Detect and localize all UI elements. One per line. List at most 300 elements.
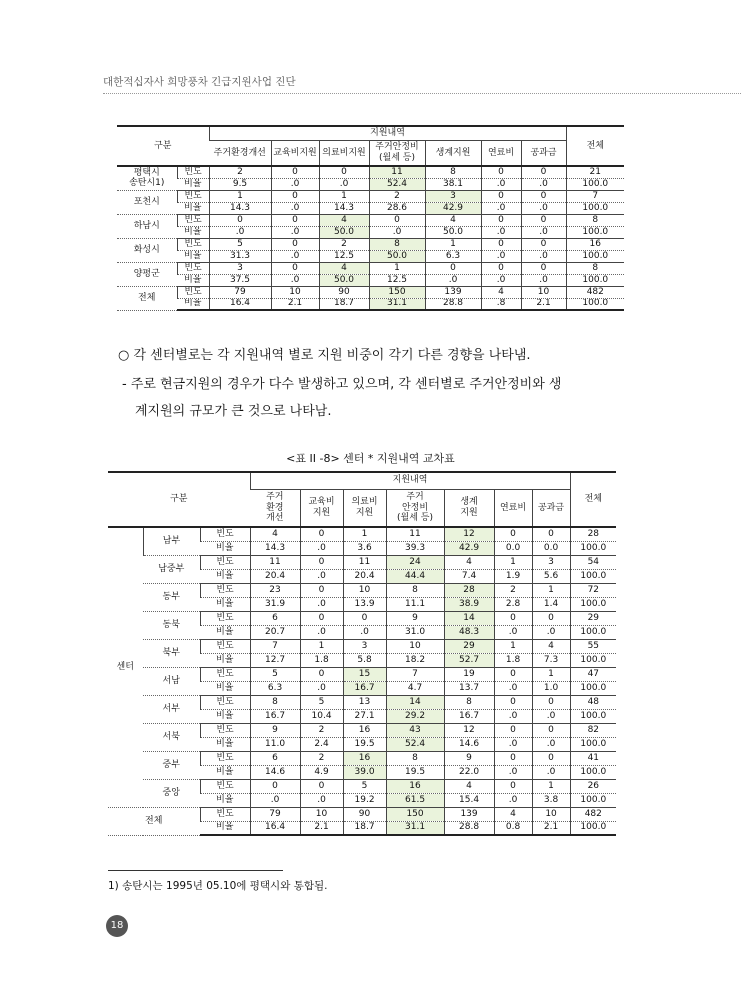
freq-label: 빈도	[177, 166, 209, 178]
ratio-cell: 1.8	[300, 653, 343, 667]
ratio-cell: 2.1	[532, 821, 570, 835]
ratio-cell: 19.2	[343, 793, 386, 807]
ratio-cell: .0	[300, 681, 343, 695]
freq-label: 빈도	[200, 723, 250, 737]
freq-cell: 3	[425, 190, 481, 202]
ratio-cell: .0	[300, 569, 343, 583]
freq-cell: 21	[566, 166, 624, 178]
ratio-cell: 52.4	[369, 178, 425, 190]
row-label: 양평군	[117, 262, 177, 286]
row-label: 중부	[143, 751, 200, 779]
freq-cell: 0	[494, 723, 532, 737]
freq-cell: 0	[250, 779, 300, 793]
freq-cell: 4	[319, 262, 369, 274]
freq-cell: 0	[494, 611, 532, 625]
freq-cell: 16	[343, 723, 386, 737]
freq-cell: 8	[250, 695, 300, 709]
ratio-cell: .8	[481, 298, 521, 310]
freq-cell: 14	[444, 611, 494, 625]
table2-column-header: 연료비	[494, 489, 532, 527]
table-row	[117, 250, 624, 262]
ratio-cell: 39.0	[343, 765, 386, 779]
freq-cell: 8	[369, 238, 425, 250]
ratio-label: 비율	[200, 569, 250, 583]
ratio-cell: 38.1	[425, 178, 481, 190]
ratio-cell: 11.1	[386, 597, 444, 611]
ratio-cell: 14.3	[209, 202, 271, 214]
ratio-cell: 2.1	[271, 298, 319, 310]
freq-cell: 4	[444, 779, 494, 793]
freq-cell: 6	[250, 751, 300, 765]
ratio-cell: 50.0	[369, 250, 425, 262]
freq-cell: 0	[271, 214, 319, 226]
freq-label: 빈도	[200, 583, 250, 597]
row-label: 화성시	[117, 238, 177, 262]
ratio-cell: 2.1	[300, 821, 343, 835]
ratio-cell: 2.1	[521, 298, 566, 310]
table-row	[108, 751, 616, 765]
freq-label: 빈도	[177, 238, 209, 250]
freq-cell: 3	[209, 262, 271, 274]
freq-cell: 10	[532, 807, 570, 821]
freq-cell: 90	[343, 807, 386, 821]
ratio-cell: 50.0	[319, 274, 369, 286]
table1-column-header: 주거안정비 (월세 등)	[369, 140, 425, 166]
freq-cell: 0	[532, 611, 570, 625]
ratio-cell: .0	[300, 597, 343, 611]
ratio-cell: 6.3	[250, 681, 300, 695]
freq-cell: 26	[570, 779, 616, 793]
ratio-cell: 14.3	[319, 202, 369, 214]
ratio-label: 비율	[200, 597, 250, 611]
row-label: 북부	[143, 639, 200, 667]
ratio-cell: .0	[521, 226, 566, 238]
ratio-cell: 14.6	[444, 737, 494, 751]
freq-cell: 0	[532, 527, 570, 541]
freq-cell: 2	[300, 723, 343, 737]
freq-cell: 29	[444, 639, 494, 653]
table1-column-header: 생계지원	[425, 140, 481, 166]
freq-label: 빈도	[200, 695, 250, 709]
ratio-cell: .0	[271, 202, 319, 214]
freq-cell: 1	[532, 583, 570, 597]
freq-cell: 0	[271, 262, 319, 274]
freq-cell: 150	[386, 807, 444, 821]
freq-label: 빈도	[177, 214, 209, 226]
table-row	[117, 178, 624, 190]
freq-cell: 8	[444, 695, 494, 709]
freq-cell: 0	[425, 262, 481, 274]
ratio-cell: 0.0	[532, 541, 570, 555]
freq-cell: 1	[494, 639, 532, 653]
table-region-support	[117, 125, 624, 311]
ratio-cell: 100.0	[570, 709, 616, 723]
ratio-label: 비율	[177, 226, 209, 238]
ratio-cell: 10.4	[300, 709, 343, 723]
table-row	[117, 298, 624, 310]
ratio-cell: 31.1	[386, 821, 444, 835]
freq-cell: 55	[570, 639, 616, 653]
freq-cell: 16	[386, 779, 444, 793]
ratio-cell: 9.5	[209, 178, 271, 190]
freq-cell: 0	[521, 262, 566, 274]
ratio-cell: .0	[425, 274, 481, 286]
freq-cell: 1	[494, 555, 532, 569]
table-row	[108, 555, 616, 569]
freq-cell: 8	[386, 583, 444, 597]
ratio-cell: 100.0	[566, 202, 624, 214]
ratio-cell: .0	[209, 226, 271, 238]
freq-label: 빈도	[200, 527, 250, 541]
ratio-cell: 20.4	[343, 569, 386, 583]
freq-cell: 0	[319, 166, 369, 178]
freq-cell: 7	[386, 667, 444, 681]
table-row	[108, 723, 616, 737]
table-row	[108, 779, 616, 793]
ratio-cell: 100.0	[570, 681, 616, 695]
ratio-cell: .0	[494, 625, 532, 639]
ratio-cell: .0	[300, 793, 343, 807]
freq-cell: 4	[319, 214, 369, 226]
freq-cell: 2	[494, 583, 532, 597]
table-row	[117, 226, 624, 238]
freq-cell: 0	[494, 667, 532, 681]
table-caption: <표 II -8> 센터 * 지원내역 교차표	[286, 452, 455, 465]
freq-cell: 11	[250, 555, 300, 569]
ratio-cell: 42.9	[425, 202, 481, 214]
ratio-label: 비율	[177, 250, 209, 262]
freq-cell: 6	[250, 611, 300, 625]
ratio-cell: 37.5	[209, 274, 271, 286]
table2-column-header: 주거 환경 개선	[250, 489, 300, 527]
freq-label: 빈도	[200, 667, 250, 681]
freq-cell: 2	[300, 751, 343, 765]
ratio-cell: 0.0	[494, 541, 532, 555]
ratio-cell: .0	[532, 765, 570, 779]
row-label: 서북	[143, 723, 200, 751]
ratio-cell: 100.0	[570, 569, 616, 583]
freq-cell: 9	[250, 723, 300, 737]
ratio-cell: .0	[250, 793, 300, 807]
ratio-cell: 5.8	[343, 653, 386, 667]
ratio-cell: 16.4	[209, 298, 271, 310]
table-row	[108, 639, 616, 653]
ratio-cell: 61.5	[386, 793, 444, 807]
ratio-cell: .0	[494, 765, 532, 779]
ratio-cell: 13.9	[343, 597, 386, 611]
ratio-cell: 12.7	[250, 653, 300, 667]
ratio-label: 비율	[200, 821, 250, 835]
footnote-divider	[108, 870, 283, 871]
table-row	[117, 286, 624, 298]
ratio-cell: .0	[271, 226, 319, 238]
ratio-label: 비율	[200, 541, 250, 555]
ratio-cell: 100.0	[570, 793, 616, 807]
ratio-cell: .0	[343, 625, 386, 639]
ratio-label: 비율	[200, 709, 250, 723]
freq-cell: 2	[369, 190, 425, 202]
ratio-cell: .0	[481, 178, 521, 190]
freq-cell: 13	[343, 695, 386, 709]
ratio-cell: 27.1	[343, 709, 386, 723]
freq-cell: 0	[300, 527, 343, 541]
freq-cell: 0	[300, 779, 343, 793]
freq-cell: 10	[521, 286, 566, 298]
freq-cell: 79	[209, 286, 271, 298]
ratio-cell: .0	[271, 178, 319, 190]
ratio-cell: 5.6	[532, 569, 570, 583]
freq-cell: 28	[444, 583, 494, 597]
table1-column-header: 연료비	[481, 140, 521, 166]
freq-cell: 0	[300, 583, 343, 597]
table2-support-group-header: 지원내역	[250, 472, 570, 489]
ratio-cell: 28.8	[425, 298, 481, 310]
ratio-label: 비율	[177, 202, 209, 214]
ratio-cell: 12.5	[369, 274, 425, 286]
table-row	[108, 583, 616, 597]
ratio-cell: .0	[521, 202, 566, 214]
table-row	[108, 667, 616, 681]
ratio-cell: 2.8	[494, 597, 532, 611]
freq-cell: 139	[444, 807, 494, 821]
ratio-cell: 100.0	[570, 625, 616, 639]
freq-cell: 150	[369, 286, 425, 298]
ratio-label: 비율	[200, 737, 250, 751]
freq-cell: 0	[521, 166, 566, 178]
table2-column-header: 공과금	[532, 489, 570, 527]
ratio-cell: 100.0	[566, 298, 624, 310]
freq-cell: 4	[481, 286, 521, 298]
freq-cell: 0	[494, 695, 532, 709]
freq-cell: 43	[386, 723, 444, 737]
freq-cell: 5	[250, 667, 300, 681]
freq-cell: 29	[570, 611, 616, 625]
ratio-cell: 16.4	[250, 821, 300, 835]
freq-cell: 0	[532, 723, 570, 737]
freq-cell: 0	[532, 695, 570, 709]
table1-column-header: 교육비지원	[271, 140, 319, 166]
table2-total-header: 전체	[570, 472, 616, 527]
ratio-cell: .0	[532, 625, 570, 639]
row-label: 동북	[143, 611, 200, 639]
summary-detail-line2: 계지원의 규모가 큰 것으로 나타남.	[135, 404, 332, 419]
freq-cell: 2	[209, 166, 271, 178]
freq-cell: 82	[570, 723, 616, 737]
freq-cell: 2	[319, 238, 369, 250]
freq-cell: 0	[521, 190, 566, 202]
ratio-cell: 100.0	[566, 274, 624, 286]
freq-cell: 23	[250, 583, 300, 597]
ratio-cell: .0	[532, 709, 570, 723]
row-label: 남부	[143, 527, 200, 555]
ratio-cell: .0	[300, 625, 343, 639]
freq-cell: 1	[369, 262, 425, 274]
freq-cell: 139	[425, 286, 481, 298]
table1-column-header: 의료비지원	[319, 140, 369, 166]
ratio-cell: 2.4	[300, 737, 343, 751]
table-row	[117, 262, 624, 274]
ratio-cell: 20.7	[250, 625, 300, 639]
freq-cell: 0	[271, 238, 319, 250]
table-row	[117, 190, 624, 202]
ratio-cell: 39.3	[386, 541, 444, 555]
freq-cell: 1	[300, 639, 343, 653]
table-row	[108, 611, 616, 625]
row-label: 평택시 송탄시1)	[117, 166, 177, 190]
freq-cell: 90	[319, 286, 369, 298]
freq-cell: 0	[300, 611, 343, 625]
ratio-cell: 38.9	[444, 597, 494, 611]
ratio-cell: 22.0	[444, 765, 494, 779]
freq-cell: 0	[271, 166, 319, 178]
table1-column-header: 주거환경개선	[209, 140, 271, 166]
ratio-label: 비율	[200, 653, 250, 667]
ratio-cell: 18.2	[386, 653, 444, 667]
table-row-total	[108, 807, 616, 821]
freq-cell: 16	[343, 751, 386, 765]
table1-total-header: 전체	[566, 126, 624, 166]
ratio-cell: 42.9	[444, 541, 494, 555]
ratio-cell: .0	[494, 681, 532, 695]
table2-column-header: 주거 안정비 (월세 등)	[386, 489, 444, 527]
ratio-label: 비율	[177, 178, 209, 190]
ratio-cell: 1.9	[494, 569, 532, 583]
ratio-cell: .0	[319, 178, 369, 190]
ratio-cell: 100.0	[570, 541, 616, 555]
ratio-cell: 50.0	[425, 226, 481, 238]
freq-cell: 3	[532, 555, 570, 569]
ratio-cell: 14.6	[250, 765, 300, 779]
row-label: 하남시	[117, 214, 177, 238]
freq-label: 빈도	[177, 286, 209, 298]
freq-cell: 47	[570, 667, 616, 681]
summary-detail-line1: - 주로 현금지원의 경우가 다수 발생하고 있으며, 각 센터별로 주거안정비와 생	[122, 377, 562, 392]
ratio-cell: 31.9	[250, 597, 300, 611]
freq-cell: 7	[566, 190, 624, 202]
ratio-cell: 100.0	[566, 250, 624, 262]
table-row	[117, 202, 624, 214]
freq-cell: 9	[444, 751, 494, 765]
freq-cell: 5	[300, 695, 343, 709]
table-row	[117, 274, 624, 286]
ratio-cell: .0	[300, 541, 343, 555]
table2-column-header: 생계 지원	[444, 489, 494, 527]
freq-cell: 79	[250, 807, 300, 821]
ratio-cell: 18.7	[343, 821, 386, 835]
freq-cell: 1	[319, 190, 369, 202]
freq-cell: 8	[566, 262, 624, 274]
freq-cell: 0	[271, 190, 319, 202]
ratio-cell: 19.5	[386, 765, 444, 779]
table2-column-header: 교육비 지원	[300, 489, 343, 527]
freq-label: 빈도	[177, 262, 209, 274]
ratio-cell: 4.7	[386, 681, 444, 695]
ratio-cell: 1.8	[494, 653, 532, 667]
table-center-support	[108, 471, 616, 836]
ratio-cell: 28.8	[444, 821, 494, 835]
freq-label: 빈도	[177, 190, 209, 202]
freq-cell: 3	[343, 639, 386, 653]
freq-cell: 1	[532, 667, 570, 681]
table2-col-group-header: 구분	[108, 472, 250, 527]
freq-cell: 24	[386, 555, 444, 569]
freq-cell: 8	[425, 166, 481, 178]
freq-cell: 5	[343, 779, 386, 793]
ratio-cell: 100.0	[570, 597, 616, 611]
ratio-cell: .0	[521, 274, 566, 286]
freq-cell: 11	[343, 555, 386, 569]
freq-cell: 41	[570, 751, 616, 765]
table2-column-header: 의료비 지원	[343, 489, 386, 527]
freq-cell: 1	[343, 527, 386, 541]
ratio-cell: .0	[481, 250, 521, 262]
table-row	[117, 166, 624, 178]
freq-cell: 9	[386, 611, 444, 625]
freq-cell: 0	[494, 779, 532, 793]
freq-label: 빈도	[200, 751, 250, 765]
freq-cell: 11	[369, 166, 425, 178]
table1-column-header: 공과금	[521, 140, 566, 166]
ratio-cell: 16.7	[444, 709, 494, 723]
freq-cell: 8	[566, 214, 624, 226]
freq-label: 빈도	[200, 639, 250, 653]
ratio-cell: 100.0	[570, 821, 616, 835]
ratio-label: 비율	[200, 681, 250, 695]
ratio-cell: .0	[494, 709, 532, 723]
ratio-cell: .0	[494, 793, 532, 807]
ratio-cell: 44.4	[386, 569, 444, 583]
ratio-cell: 13.7	[444, 681, 494, 695]
freq-cell: 482	[570, 807, 616, 821]
ratio-cell: .0	[521, 178, 566, 190]
ratio-cell: 100.0	[570, 765, 616, 779]
table1-support-group-header: 지원내역	[209, 126, 566, 140]
table-row	[117, 214, 624, 226]
freq-cell: 4	[425, 214, 481, 226]
ratio-cell: .0	[481, 202, 521, 214]
freq-cell: 1	[209, 190, 271, 202]
freq-label: 빈도	[200, 779, 250, 793]
center-group-label: 센터	[108, 527, 143, 807]
footnote: 1) 송탄시는 1995년 05.10에 평택시와 통합됨.	[108, 880, 328, 892]
freq-cell: 11	[386, 527, 444, 541]
ratio-cell: 50.0	[319, 226, 369, 238]
row-label: 서부	[143, 695, 200, 723]
ratio-cell: 12.5	[319, 250, 369, 262]
ratio-label: 비율	[200, 793, 250, 807]
freq-cell: 12	[444, 723, 494, 737]
ratio-cell: 16.7	[343, 681, 386, 695]
row-label: 남중부	[143, 555, 200, 583]
header-divider	[103, 93, 741, 94]
freq-cell: 1	[532, 779, 570, 793]
ratio-cell: 28.6	[369, 202, 425, 214]
freq-cell: 10	[386, 639, 444, 653]
ratio-cell: 4.9	[300, 765, 343, 779]
ratio-cell: 1.0	[532, 681, 570, 695]
freq-cell: 10	[271, 286, 319, 298]
freq-cell: 0	[481, 262, 521, 274]
ratio-cell: 7.4	[444, 569, 494, 583]
freq-cell: 0	[521, 238, 566, 250]
freq-cell: 0	[300, 667, 343, 681]
ratio-cell: 11.0	[250, 737, 300, 751]
freq-cell: 5	[209, 238, 271, 250]
ratio-cell: .0	[271, 250, 319, 262]
freq-cell: 0	[481, 190, 521, 202]
freq-cell: 0	[369, 214, 425, 226]
ratio-cell: 19.5	[343, 737, 386, 751]
